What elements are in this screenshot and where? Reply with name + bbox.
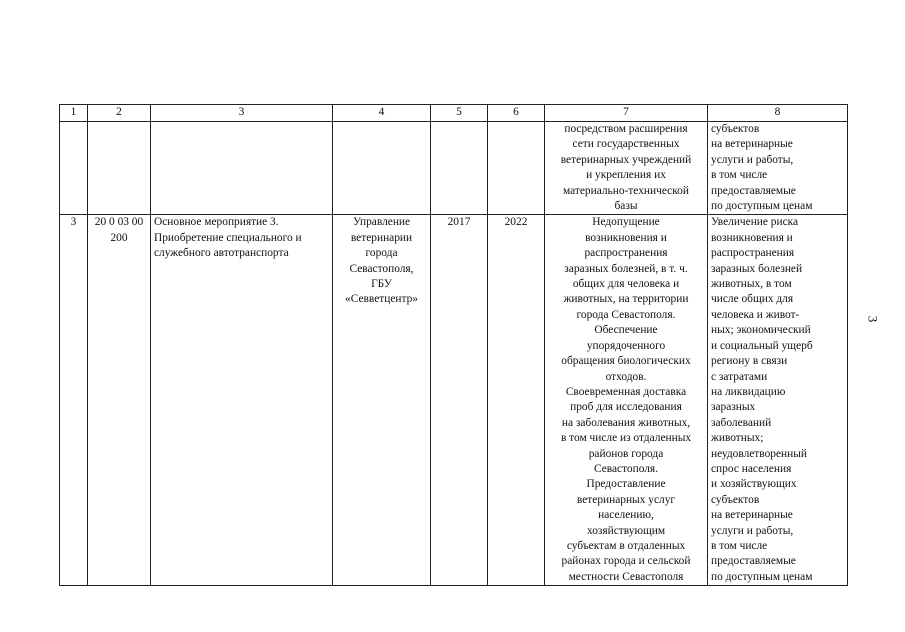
text-line: служебного автотранспорта (154, 247, 289, 260)
cell-empty (431, 122, 488, 215)
text-line: отходов. (605, 370, 647, 383)
cell-empty (60, 122, 88, 215)
text-line: человека и живот- (711, 308, 800, 321)
header-col-1: 1 (60, 105, 88, 122)
text-line: проб для исследования (570, 401, 682, 414)
text-line: обращения биологических (561, 355, 691, 368)
text-line: возникновения и (585, 231, 667, 244)
cell-continued-col8 (708, 122, 848, 215)
text-line: Приобретение специального и (154, 231, 302, 244)
text-line: Основное мероприятие 3. (154, 216, 279, 229)
text-line: предоставляемые (711, 555, 796, 568)
header-col-2: 2 (88, 105, 151, 122)
text-line: ветеринарии (350, 231, 413, 244)
text-line: районов города (588, 447, 664, 460)
cell-row-number: 3 (60, 215, 88, 586)
text-line: и укрепления их (586, 169, 666, 182)
text-line: заразных болезней (711, 262, 803, 275)
cell-empty (88, 122, 151, 215)
text-line: города (365, 247, 398, 260)
text-line: услуги и работы, (711, 524, 794, 537)
text-line: по доступным ценам (711, 570, 813, 583)
text-line: ных; экономический (711, 324, 811, 337)
text-line: распространения (711, 247, 795, 260)
program-table (59, 104, 848, 586)
text-line: заразных (711, 401, 756, 414)
text-line: спрос населения (711, 462, 792, 475)
text-line: районах города и сельской (561, 555, 691, 568)
text-line: с затратами (711, 370, 768, 383)
cell-empty (333, 122, 431, 215)
text-line: числе общих для (711, 293, 794, 306)
text-line: города Севастополя. (576, 308, 676, 321)
text-line: упорядоченного (586, 339, 666, 352)
text-line: материально-технической (563, 184, 689, 197)
header-col-4: 4 (333, 105, 431, 122)
text-line: возникновения и (711, 231, 793, 244)
text-line: региону в связи (711, 355, 788, 368)
text-line: животных; (711, 432, 764, 445)
text-line: субъектам в отдаленных (566, 539, 686, 552)
text-line: на ветеринарные (711, 509, 793, 522)
text-line: заболеваний (711, 416, 772, 429)
header-col-7: 7 (545, 105, 708, 122)
text-line: животных, в том (711, 278, 792, 291)
text-line: Недопущение (592, 216, 660, 229)
header-col-8: 8 (708, 105, 848, 122)
text-line: сети государственных (572, 138, 680, 151)
text-line: 20 0 03 00 (94, 216, 144, 229)
text-line: услуги и работы, (711, 153, 794, 166)
text-line: субъектов (711, 493, 760, 506)
text-line: базы (614, 200, 638, 213)
header-col-6: 6 (488, 105, 545, 122)
text-line: заразных болезней, в т. ч. (564, 262, 688, 275)
header-row (60, 105, 848, 122)
cell-empty (488, 122, 545, 215)
cell-continued-col7 (545, 122, 708, 215)
header-col-3: 3 (151, 105, 333, 122)
text-line: и социальный ущерб (711, 339, 813, 352)
text-line: общих для человека и (572, 278, 680, 291)
text-line: хозяйствующим (586, 524, 666, 537)
text-line: Севастополя, (349, 262, 414, 275)
text-line: Севастополя. (593, 462, 659, 475)
text-line: животных, на территории (563, 293, 689, 306)
text-line: 200 (110, 231, 128, 244)
text-line: по доступным ценам (711, 200, 813, 213)
text-line: на ветеринарные (711, 138, 793, 151)
text-line: распространения (584, 247, 668, 260)
cell-start-year: 2017 (431, 215, 488, 586)
cell-expected-result (545, 215, 708, 586)
text-line: Предоставление (586, 478, 666, 491)
cell-end-year: 2022 (488, 215, 545, 586)
text-line: ГБУ (371, 278, 392, 291)
text-line: Увеличение риска (711, 216, 799, 229)
text-line: и хозяйствующих (711, 478, 797, 491)
table-row-3 (60, 215, 848, 586)
text-line: Своевременная доставка (565, 385, 687, 398)
text-line: посредством расширения (564, 123, 688, 135)
text-line: ветеринарных услуг (576, 493, 676, 506)
page-number: 3 (865, 315, 881, 323)
cell-executor (333, 215, 431, 586)
cell-activity-name (151, 215, 333, 586)
text-line: Обеспечение (594, 324, 658, 337)
text-line: Управление (352, 216, 411, 229)
table-row-continued (60, 122, 848, 215)
text-line: на ликвидацию (711, 385, 786, 398)
text-line: «Севветцентр» (345, 293, 418, 306)
text-line: в том числе из отдаленных (560, 432, 692, 445)
text-line: предоставляемые (711, 184, 796, 197)
cell-empty (151, 122, 333, 215)
text-line: ветеринарных учреждений (560, 153, 692, 166)
text-line: неудовлетворенный (711, 447, 807, 460)
text-line: в том числе (711, 539, 768, 552)
text-line: в том числе (711, 169, 768, 182)
cell-consequences (708, 215, 848, 586)
text-line: населению, (598, 509, 654, 522)
text-line: на заболевания животных, (561, 416, 691, 429)
cell-budget-code (88, 215, 151, 586)
text-line: местности Севастополя (568, 570, 684, 583)
header-col-5: 5 (431, 105, 488, 122)
text-line: субъектов (711, 123, 760, 135)
